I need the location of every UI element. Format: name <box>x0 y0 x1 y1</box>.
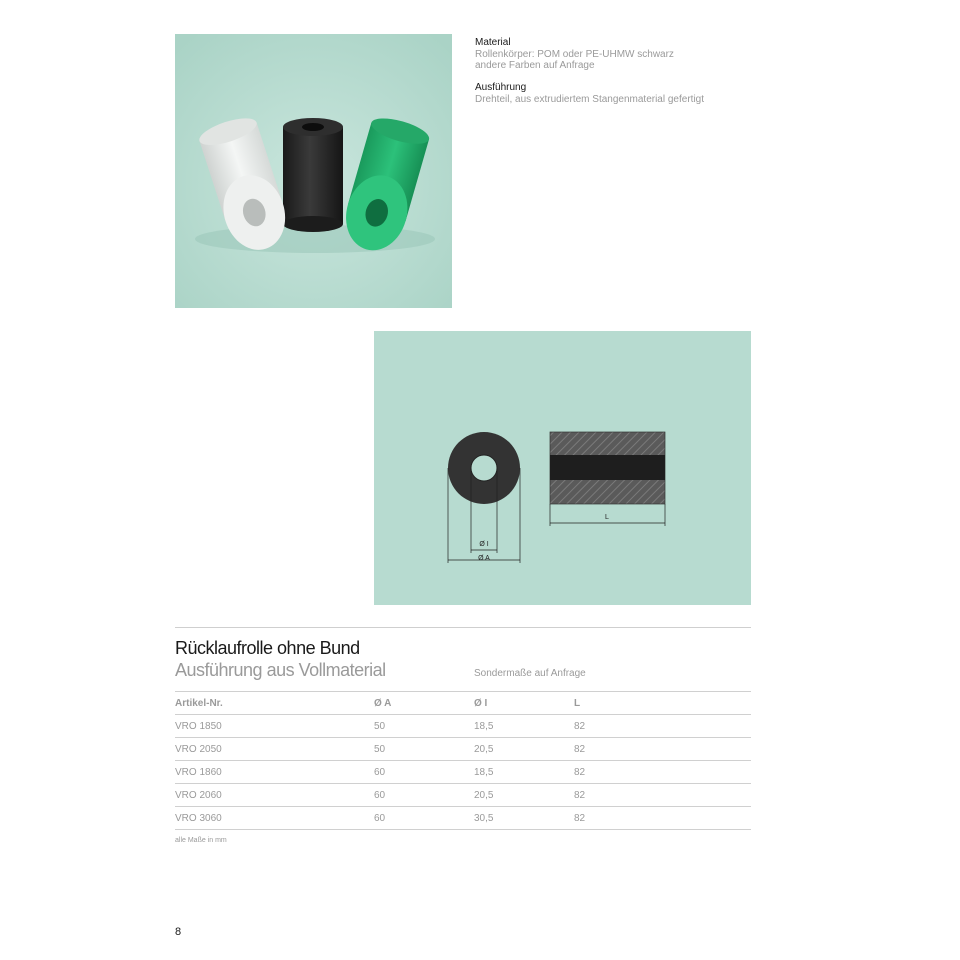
table-row <box>175 715 751 738</box>
material-line-1: Rollenkörper: POM oder PE-UHMW schwarz <box>475 48 674 60</box>
table-header-row <box>175 692 751 715</box>
cell-article-no: VRO 1860 <box>175 761 374 784</box>
cell-length: 82 <box>574 761 751 784</box>
header-length: L <box>574 692 751 715</box>
technical-drawing <box>374 331 751 605</box>
material-line-2: andere Farben auf Anfrage <box>475 60 595 71</box>
cell-diameter-a: 60 <box>374 761 474 784</box>
cell-length: 82 <box>574 807 751 830</box>
section-divider <box>175 627 751 628</box>
product-photo <box>175 34 452 308</box>
cell-length: 82 <box>574 738 751 761</box>
cell-diameter-i: 30,5 <box>474 807 574 830</box>
page-number: 8 <box>175 926 182 938</box>
cell-diameter-i: 20,5 <box>474 738 574 761</box>
table-row <box>175 784 751 807</box>
cell-article-no: VRO 2060 <box>175 784 374 807</box>
cell-diameter-i: 20,5 <box>474 784 574 807</box>
dim-label-i: Ø I <box>479 541 489 548</box>
material-label: Material <box>475 37 511 48</box>
cell-diameter-a: 60 <box>374 784 474 807</box>
table-row <box>175 738 751 761</box>
cell-article-no: VRO 2050 <box>175 738 374 761</box>
table-row <box>175 761 751 784</box>
material-info <box>475 37 775 72</box>
rollers-illustration <box>175 34 452 308</box>
cell-diameter-a: 50 <box>374 715 474 738</box>
cell-length: 82 <box>574 784 751 807</box>
execution-value: Drehteil, aus extrudiertem Stangenmaterial gefertigt <box>475 93 705 105</box>
dimension-drawing <box>374 331 751 605</box>
execution-info <box>475 82 775 105</box>
header-diameter-a: Ø A <box>374 692 474 715</box>
cell-diameter-a: 60 <box>374 807 474 830</box>
execution-label: Ausführung <box>475 82 527 93</box>
spec-table <box>175 691 751 830</box>
dim-label-l: L <box>605 514 609 521</box>
cell-article-no: VRO 3060 <box>175 807 374 830</box>
special-sizes-note: Sondermaße auf Anfrage <box>474 668 586 679</box>
product-subtitle: Ausführung aus Vollmaterial <box>175 660 386 680</box>
units-footnote: alle Maße in mm <box>175 837 227 844</box>
section-view <box>550 432 665 526</box>
black-roller <box>283 118 343 232</box>
cell-diameter-i: 18,5 <box>474 715 574 738</box>
cell-length: 82 <box>574 715 751 738</box>
table-row <box>175 807 751 830</box>
cell-diameter-i: 18,5 <box>474 761 574 784</box>
cell-diameter-a: 50 <box>374 738 474 761</box>
cell-article-no: VRO 1850 <box>175 715 374 738</box>
header-diameter-i: Ø I <box>474 692 574 715</box>
front-view <box>448 432 520 563</box>
header-article-no: Artikel-Nr. <box>175 692 374 715</box>
dim-label-a: Ø A <box>478 555 490 562</box>
product-title: Rücklaufrolle ohne Bund <box>175 638 360 658</box>
